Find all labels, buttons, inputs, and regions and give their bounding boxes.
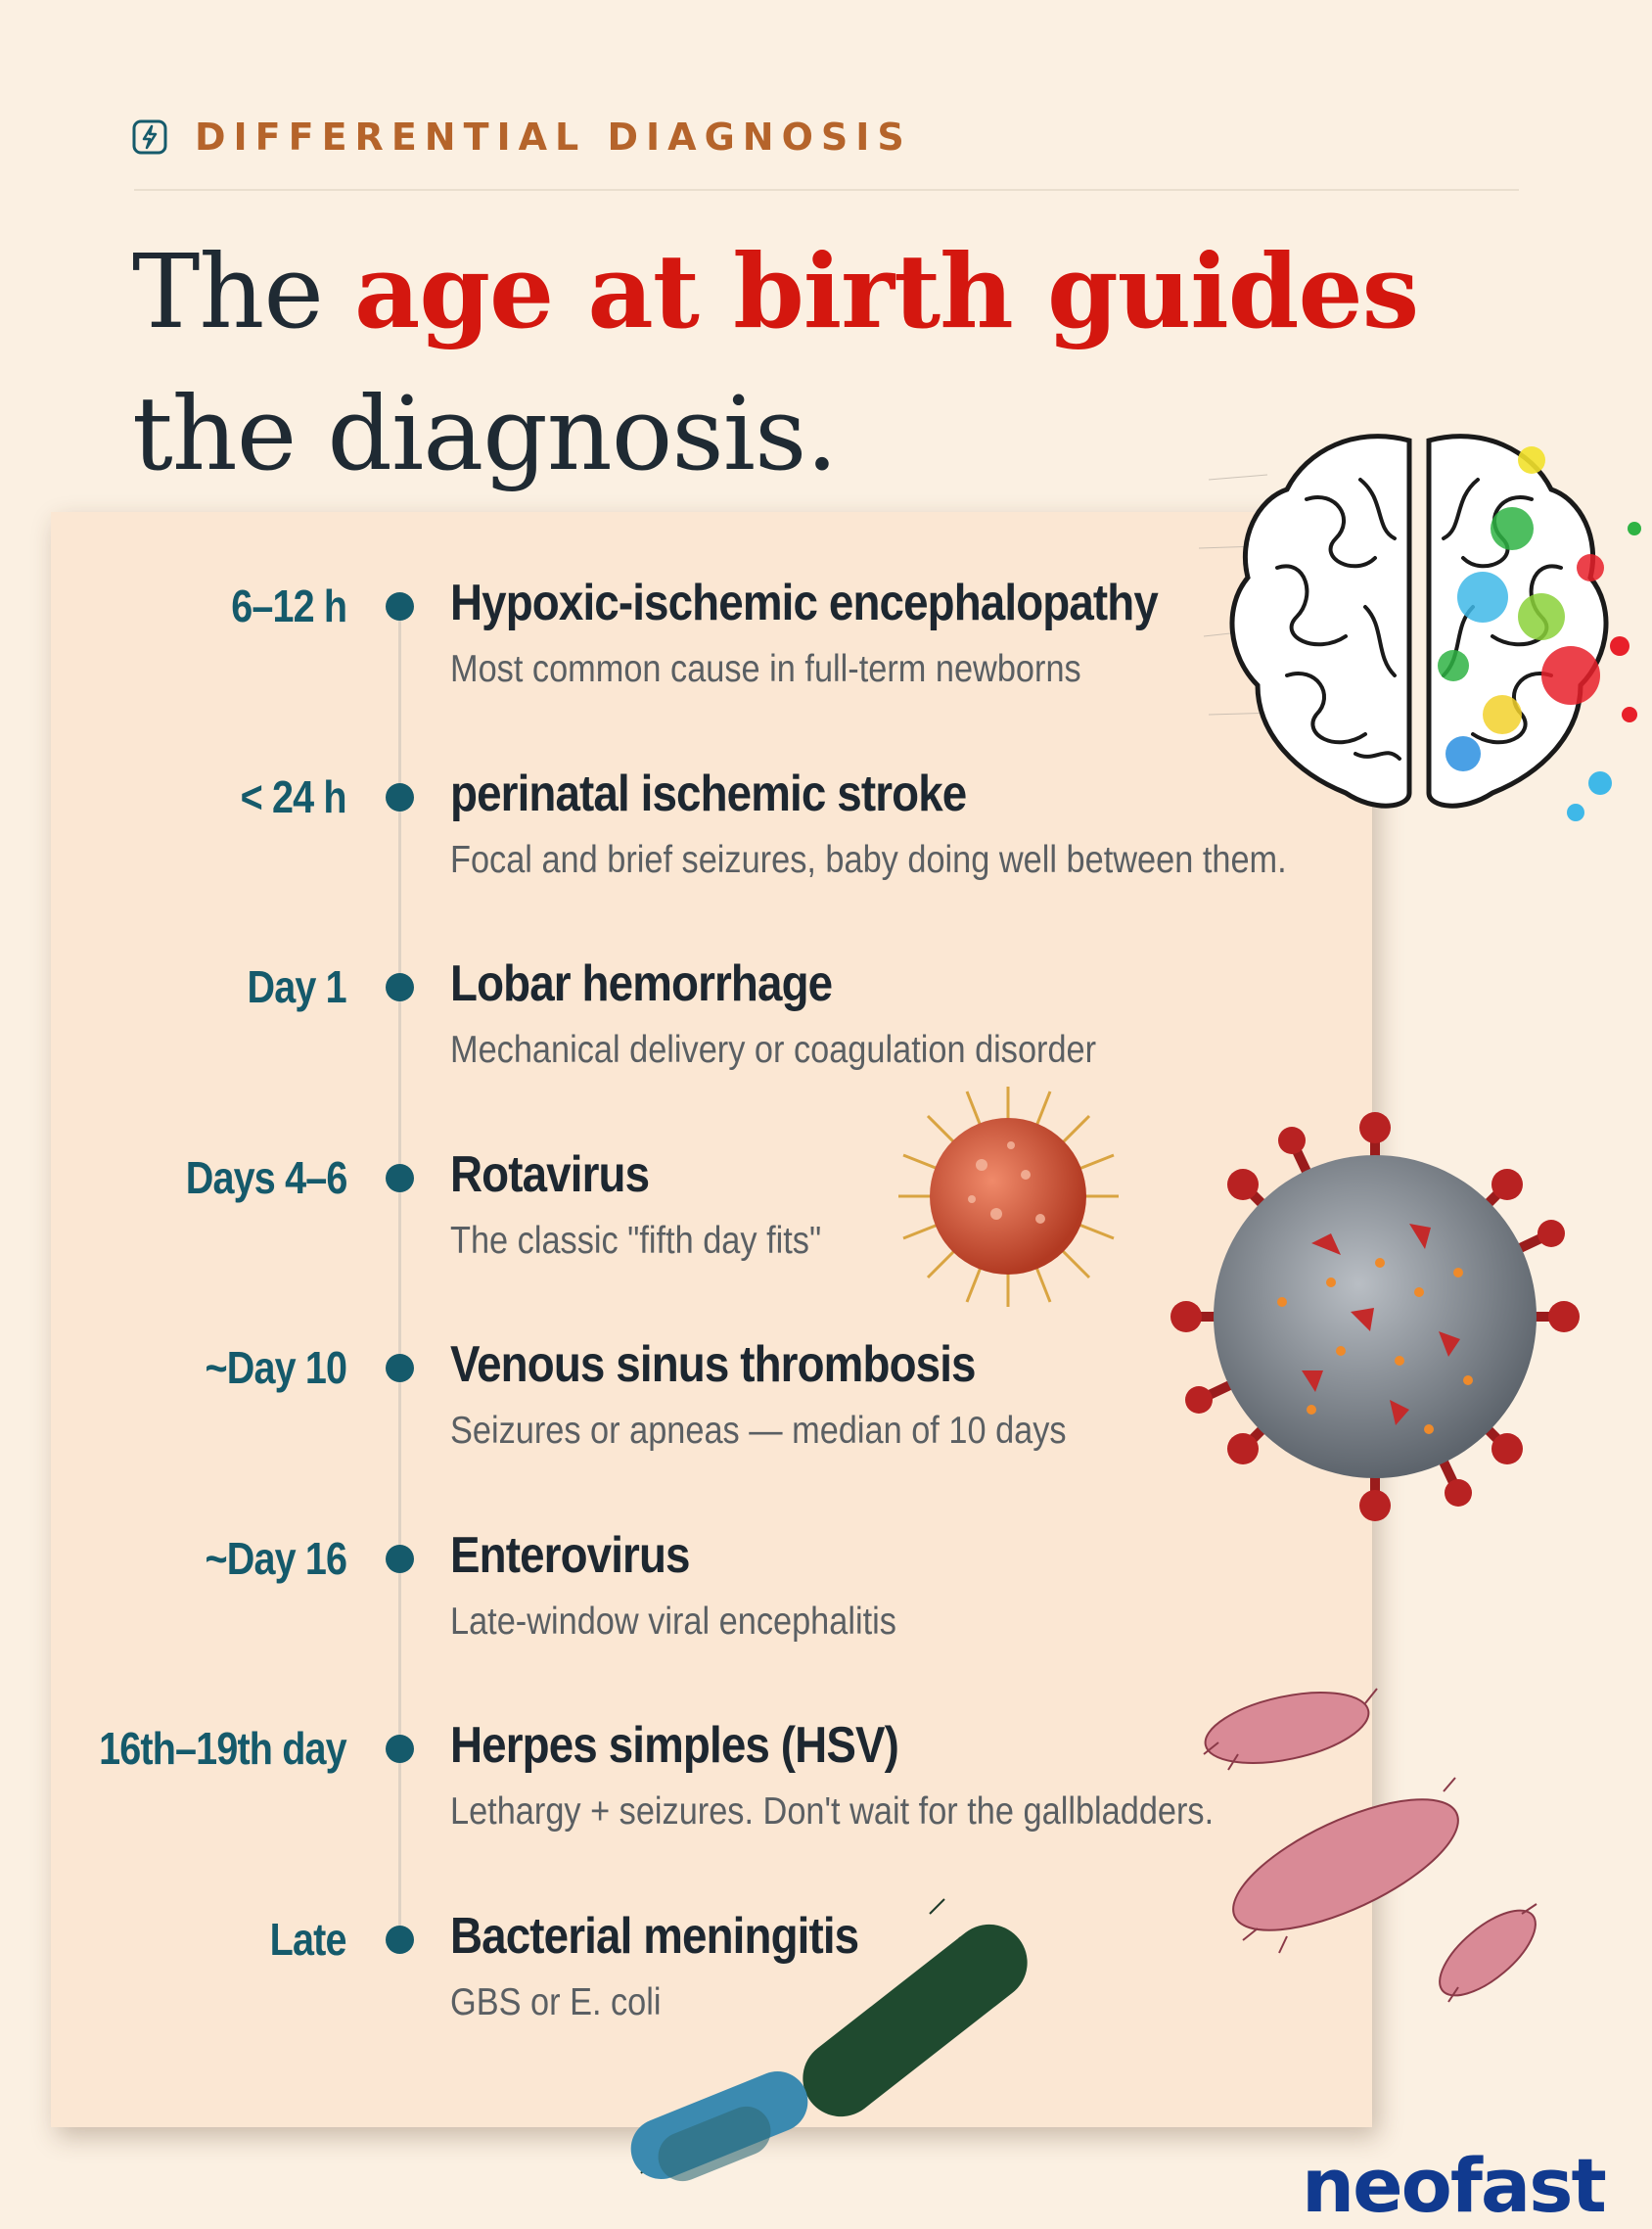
timeline-dot [386, 1735, 414, 1763]
entry-description: Late-window viral encephalitis [450, 1601, 896, 1643]
entry-description: Lethargy + seizures. Don't wait for the gallbladders. [450, 1790, 1215, 1833]
entry-title: Lobar hemorrhage [450, 955, 833, 1012]
timeline-dot [386, 592, 414, 621]
entry-title: Herpes simples (HSV) [450, 1717, 898, 1774]
timeline-dot [386, 783, 414, 812]
timeline-entry [0, 1527, 1652, 1679]
entry-age: Late [270, 1914, 346, 1965]
title-accent: age at birth guides [353, 231, 1419, 351]
pink-bacteria-illustration [1199, 1684, 1551, 2017]
entry-age: ~Day 16 [205, 1533, 346, 1584]
green-bacteria-illustration [617, 1894, 1037, 2188]
timeline-dot [386, 1926, 414, 1954]
entry-description: Focal and brief seizures, baby doing well between them. [450, 839, 1287, 881]
large-virus-illustration [1165, 1106, 1585, 1527]
timeline-entry [0, 955, 1652, 1107]
entry-age: 6–12 h [230, 580, 346, 631]
entry-description: Mechanical delivery or coagulation disorder [450, 1029, 1097, 1071]
timeline-dot [386, 1164, 414, 1192]
small-virus-illustration [889, 1077, 1128, 1317]
eyebrow-label: DIFFERENTIAL DIAGNOSIS [195, 116, 912, 159]
timeline-dot [386, 1545, 414, 1573]
entry-age: < 24 h [240, 771, 346, 822]
header-divider [134, 189, 1519, 191]
bolt-square-icon [132, 119, 167, 155]
neofast-logo: neofast [1302, 2142, 1605, 2229]
entry-age: 16th–19th day [99, 1723, 346, 1774]
entry-title: Hypoxic-ischemic encephalopathy [450, 575, 1158, 631]
entry-description: Seizures or apneas — median of 10 days [450, 1410, 1067, 1452]
entry-title: Venous sinus thrombosis [450, 1336, 976, 1393]
entry-title: Enterovirus [450, 1527, 690, 1584]
entry-title: Rotavirus [450, 1146, 650, 1203]
title-start: The [132, 232, 354, 351]
timeline-dot [386, 973, 414, 1001]
brain-illustration [1189, 421, 1649, 832]
section-eyebrow [132, 116, 912, 159]
entry-age: Day 1 [247, 961, 346, 1012]
title-end: the diagnosis. [132, 374, 838, 493]
entry-title: Bacterial meningitis [450, 1908, 859, 1965]
entry-age: Days 4–6 [185, 1152, 346, 1203]
entry-description: GBS or E. coli [450, 1981, 662, 2023]
entry-description: The classic "fifth day fits" [450, 1220, 822, 1262]
entry-description: Most common cause in full-term newborns [450, 648, 1081, 690]
entry-title: perinatal ischemic stroke [450, 766, 967, 822]
timeline-dot [386, 1354, 414, 1382]
entry-age: ~Day 10 [205, 1342, 346, 1393]
